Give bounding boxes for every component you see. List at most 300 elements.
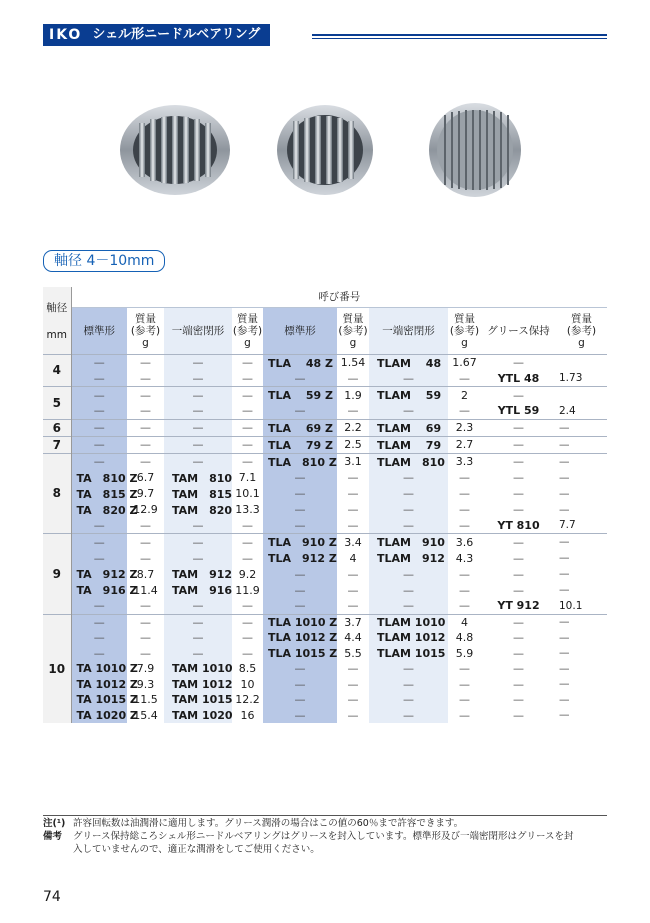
- table-cell: TLAM 912: [369, 550, 448, 566]
- table-cell: 3.4: [337, 534, 369, 551]
- table-cell: —: [347, 371, 359, 385]
- note-text: 許容回転数は油潤滑に適用します。グリース潤滑の場合はこの値の60％まで許容できます。: [73, 818, 464, 829]
- bearing-closed-end-image: [277, 105, 373, 195]
- table-cell: —: [459, 583, 470, 597]
- mass-ref: (参考): [232, 324, 263, 337]
- table-row: [43, 598, 607, 614]
- table-cell: TAM 815: [164, 486, 232, 502]
- table-cell: —: [556, 453, 607, 470]
- table-cell: 11.4: [133, 583, 158, 597]
- table-cell: 8.5: [238, 662, 257, 676]
- table-cell: —: [127, 419, 164, 436]
- table-cell: —: [559, 487, 570, 500]
- table-cell: —: [369, 661, 448, 677]
- table-cell: —: [459, 662, 470, 676]
- table-cell: TAM 1012: [164, 677, 232, 693]
- mass-ref: (参考): [566, 324, 597, 337]
- table-row: [43, 677, 607, 693]
- table-cell: YT 810: [497, 518, 540, 532]
- table-cell: —: [263, 518, 337, 534]
- col-grease: グリース保持: [487, 324, 550, 337]
- table-cell: —: [459, 471, 470, 484]
- table-cell: —: [232, 534, 263, 551]
- table-cell: —: [263, 677, 337, 693]
- table-cell: —: [140, 518, 151, 532]
- note-line: [43, 817, 613, 830]
- table-row: [43, 550, 607, 566]
- table-cell: —: [559, 631, 570, 644]
- table-cell: [556, 354, 607, 371]
- table-cell: TLA 910 Z: [263, 534, 337, 551]
- table-cell: —: [347, 518, 359, 532]
- table-cell: —: [559, 568, 570, 580]
- table-cell: —: [164, 518, 232, 534]
- table-cell: TLAM 810: [369, 453, 448, 470]
- table-cell: TA 916 Z: [71, 582, 127, 598]
- table-cell: 2.5: [337, 436, 369, 453]
- col-mass-1: [127, 307, 164, 354]
- table-cell: 3.3: [448, 453, 481, 470]
- table-cell: —: [164, 598, 232, 614]
- header-rule: [312, 34, 607, 36]
- header-rule-thin: [312, 38, 607, 39]
- table-cell: —: [164, 646, 232, 662]
- table-cell: —: [347, 599, 359, 613]
- table-cell: —: [164, 354, 232, 371]
- table-cell: TLA 59 Z: [263, 387, 337, 404]
- notes: [43, 817, 613, 856]
- shaft-diameter-label: 軸径 4－10mm: [43, 250, 165, 272]
- table-cell: —: [164, 387, 232, 404]
- shaft-diameter-cell: 5: [43, 387, 71, 420]
- table-cell: —: [559, 503, 570, 516]
- table-cell: —: [71, 630, 127, 646]
- table-cell: TA 1012 Z: [71, 677, 127, 693]
- table-cell: TAM 1010: [164, 661, 232, 677]
- table-cell: TLA 69 Z: [263, 419, 337, 436]
- table-cell: TAM 912: [164, 566, 232, 582]
- table-cell: —: [369, 582, 448, 598]
- table-cell: —: [369, 692, 448, 708]
- table-cell: 4.4: [344, 631, 362, 645]
- table-cell: —: [71, 518, 127, 534]
- table-cell: —: [347, 693, 359, 707]
- table-cell: 1.67: [448, 354, 481, 371]
- table-row: [43, 419, 607, 436]
- table-row: [43, 630, 607, 646]
- table-cell: TLAM 59: [369, 387, 448, 404]
- table-cell: —: [513, 693, 524, 707]
- table-cell: —: [140, 599, 151, 613]
- table-cell: TLAM 1015: [369, 646, 448, 662]
- table-cell: TLA 1015 Z: [263, 646, 337, 662]
- table-cell: —: [127, 534, 164, 551]
- table-cell: —: [164, 534, 232, 551]
- table-cell: TA 912 Z: [71, 566, 127, 582]
- note-key: 注(¹): [43, 818, 66, 829]
- table-cell: 3.7: [337, 614, 369, 630]
- table-cell: —: [164, 614, 232, 630]
- table-cell: —: [263, 661, 337, 677]
- mass-unit: g: [578, 336, 585, 349]
- table-cell: —: [263, 371, 337, 387]
- table-cell: 7.1: [238, 471, 257, 484]
- table-row: [43, 486, 607, 502]
- table-cell: —: [481, 453, 556, 470]
- table-cell: TA 1015 Z: [71, 692, 127, 708]
- table-cell: 2.3: [448, 419, 481, 436]
- table-cell: 1.9: [337, 387, 369, 404]
- table-cell: TAM 1020: [164, 708, 232, 724]
- table-cell: —: [263, 502, 337, 518]
- table-cell: 9.7: [136, 487, 155, 500]
- table-cell: YTL 59: [497, 404, 540, 418]
- table-cell: —: [481, 534, 556, 551]
- table-cell: —: [459, 503, 470, 516]
- table-row: [43, 518, 607, 534]
- table-cell: —: [347, 471, 359, 484]
- table-cell: —: [347, 677, 359, 691]
- table-cell: —: [71, 646, 127, 662]
- table-cell: —: [263, 708, 337, 724]
- table-cell: —: [263, 598, 337, 614]
- mass-label: 質量: [135, 312, 156, 325]
- table-cell: —: [127, 453, 164, 470]
- mass-unit: g: [244, 336, 251, 349]
- table-cell: TLA 48 Z: [263, 354, 337, 371]
- table-cell: —: [127, 387, 164, 404]
- remark-text-1: グリース保持総ころシェル形ニードルベアリングはグリースを封入しています。標準形及び一端密閉形はグリースを封: [73, 831, 574, 842]
- table-cell: —: [347, 708, 359, 722]
- table-cell: —: [559, 678, 570, 691]
- table-cell: 9.2: [238, 567, 257, 581]
- table-cell: TAM 916: [164, 582, 232, 598]
- table-cell: 11.5: [133, 693, 158, 707]
- table-cell: TLAM 79: [369, 436, 448, 453]
- mass-label: 質量: [342, 312, 364, 325]
- table-cell: —: [263, 403, 337, 419]
- bearing-photos: [0, 95, 650, 205]
- table-cell: —: [513, 567, 524, 581]
- table-row: [43, 534, 607, 551]
- table-cell: 6.7: [136, 471, 155, 484]
- table-cell: 5.5: [344, 646, 362, 660]
- table-row: [43, 708, 607, 724]
- table-cell: —: [369, 470, 448, 486]
- table-cell: —: [71, 550, 127, 566]
- table-cell: 13.3: [235, 503, 260, 516]
- table-cell: 3.1: [337, 453, 369, 470]
- table-cell: —: [481, 387, 556, 404]
- table-cell: —: [140, 404, 151, 418]
- table-cell: 4.3: [455, 551, 474, 565]
- table-cell: —: [71, 371, 127, 387]
- table-cell: —: [513, 471, 524, 484]
- table-cell: —: [242, 551, 253, 565]
- table-cell: —: [263, 692, 337, 708]
- shaft-diameter-cell: 4: [43, 354, 71, 387]
- table-cell: TLAM 48: [369, 354, 448, 371]
- table-cell: TA 1010 Z: [71, 661, 127, 677]
- table-cell: TA 1020 Z: [71, 708, 127, 724]
- table-cell: 1.54: [337, 354, 369, 371]
- table-cell: 10.1: [235, 487, 260, 500]
- table-row: [43, 614, 607, 630]
- table-cell: TAM 810: [164, 470, 232, 486]
- mass-label: 質量: [571, 312, 592, 325]
- table-cell: YT 912: [497, 599, 540, 613]
- table-row: [43, 646, 607, 662]
- table-cell: TA 815 Z: [71, 486, 127, 502]
- mass-unit: g: [142, 336, 149, 349]
- table-cell: —: [140, 371, 151, 385]
- remark-line-2: 入していませんので、適正な潤滑をしてご使用ください。: [73, 844, 320, 855]
- table-cell: —: [164, 403, 232, 419]
- table-cell: —: [459, 404, 470, 418]
- page-number: 74: [43, 889, 61, 905]
- page-header: [43, 23, 270, 47]
- table-cell: —: [242, 518, 253, 532]
- table-cell: —: [513, 646, 524, 660]
- col-mass-2: [232, 307, 263, 354]
- table-row: [43, 453, 607, 470]
- table-cell: —: [369, 486, 448, 502]
- table-cell: 2: [448, 387, 481, 404]
- table-cell: —: [556, 436, 607, 453]
- table-cell: —: [164, 371, 232, 387]
- mass-ref: (参考): [338, 324, 368, 337]
- table-cell: 15.4: [133, 708, 158, 722]
- table-cell: —: [559, 552, 570, 564]
- table-row: [43, 470, 607, 486]
- table-cell: —: [242, 631, 253, 645]
- table-cell: 11.9: [235, 583, 260, 597]
- table-cell: —: [481, 354, 556, 371]
- table-cell: TA 810 Z: [71, 470, 127, 486]
- table-row: [43, 387, 607, 404]
- table-cell: —: [164, 436, 232, 453]
- table-cell: —: [232, 436, 263, 453]
- shaft-diameter-cell: 6: [43, 419, 71, 436]
- nominal-number-header: 呼び番号: [318, 291, 361, 304]
- table-cell: —: [369, 518, 448, 534]
- table-cell: —: [559, 471, 570, 484]
- table-cell: TLAM 1010: [369, 614, 448, 630]
- table-cell: TLA 912 Z: [263, 550, 337, 566]
- table-cell: —: [347, 503, 359, 516]
- mass-ref: (参考): [449, 324, 480, 337]
- table-cell: —: [369, 502, 448, 518]
- table-cell: TLA 810 Z: [263, 453, 337, 470]
- remark-line: [43, 830, 613, 843]
- shaft-diameter-cell: 9: [43, 534, 71, 615]
- table-cell: —: [513, 662, 524, 676]
- table-cell: —: [71, 419, 127, 436]
- table-cell: —: [347, 404, 359, 418]
- table-cell: —: [242, 371, 253, 385]
- table-cell: —: [459, 599, 470, 613]
- shaft-diameter-cell: 8: [43, 453, 71, 534]
- table-cell: —: [242, 404, 253, 418]
- table-cell: —: [140, 551, 151, 565]
- table-row: [43, 582, 607, 598]
- table-cell: —: [347, 662, 359, 676]
- table-cell: —: [242, 646, 253, 660]
- table-cell: —: [127, 436, 164, 453]
- bearing-table: [43, 287, 607, 723]
- table-cell: 16: [240, 708, 255, 722]
- table-cell: —: [140, 631, 151, 645]
- table-cell: —: [559, 584, 570, 596]
- table-cell: —: [513, 631, 524, 645]
- table-cell: —: [369, 403, 448, 419]
- table-cell: —: [140, 646, 151, 660]
- table-cell: —: [242, 599, 253, 613]
- table-cell: —: [556, 534, 607, 551]
- table-row: [43, 661, 607, 677]
- table-cell: —: [369, 566, 448, 582]
- table-cell: —: [232, 419, 263, 436]
- table-cell: 7.7: [559, 519, 576, 532]
- table-bottom-rule: [43, 815, 607, 816]
- table-cell: 1.73: [559, 372, 583, 385]
- table-cell: —: [513, 708, 524, 722]
- table-cell: —: [369, 598, 448, 614]
- bearing-open-end-image: [120, 105, 230, 195]
- table-cell: —: [232, 614, 263, 630]
- table-cell: 7.9: [136, 662, 155, 676]
- table-cell: —: [127, 354, 164, 371]
- bearing-grease-image: [429, 103, 521, 197]
- table-cell: —: [513, 677, 524, 691]
- table-cell: YTL 48: [497, 371, 540, 385]
- table-cell: —: [559, 662, 570, 675]
- table-cell: —: [459, 487, 470, 500]
- table-cell: 12.2: [235, 693, 260, 707]
- table-cell: —: [263, 486, 337, 502]
- table-row: [43, 502, 607, 518]
- table-cell: 8.7: [136, 567, 155, 581]
- table-cell: 4.8: [455, 631, 474, 645]
- table-cell: —: [263, 566, 337, 582]
- table-cell: —: [71, 453, 127, 470]
- table-cell: TLA 1012 Z: [263, 630, 337, 646]
- table-row: [43, 436, 607, 453]
- table-cell: —: [347, 487, 359, 500]
- table-cell: —: [559, 647, 570, 660]
- table-cell: 2.7: [448, 436, 481, 453]
- shaft-diameter-cell: 10: [43, 614, 71, 723]
- table-cell: —: [369, 708, 448, 724]
- table-cell: —: [232, 453, 263, 470]
- table-cell: —: [513, 583, 524, 597]
- table-cell: 10: [240, 677, 255, 691]
- mass-ref: (参考): [130, 324, 161, 337]
- table-cell: —: [459, 693, 470, 707]
- mass-label: 質量: [237, 312, 258, 325]
- remark-key: 備考: [43, 831, 63, 842]
- table-cell: 4: [448, 614, 481, 630]
- table-cell: —: [71, 436, 127, 453]
- table-cell: —: [513, 487, 524, 500]
- table-cell: —: [459, 518, 470, 532]
- table-cell: —: [459, 708, 470, 722]
- table-cell: —: [164, 630, 232, 646]
- brand-logo: IKO: [43, 24, 88, 46]
- table-row: [43, 354, 607, 371]
- col-mass-3: [337, 307, 369, 354]
- shaft-header-label: 軸径: [46, 301, 68, 314]
- bearing-table-body: [43, 354, 607, 723]
- table-cell: TA 820 Z: [71, 502, 127, 518]
- table-cell: TLA 1010 Z: [263, 614, 337, 630]
- col-closed-2: 一端密閉形: [369, 307, 448, 354]
- table-cell: 10.1: [559, 599, 583, 612]
- table-cell: —: [513, 503, 524, 516]
- table-cell: —: [71, 403, 127, 419]
- mass-label: 質量: [454, 312, 475, 325]
- table-cell: —: [263, 470, 337, 486]
- table-cell: TAM 820: [164, 502, 232, 518]
- table-cell: —: [556, 419, 607, 436]
- table-cell: —: [164, 419, 232, 436]
- shaft-header: [43, 287, 71, 354]
- table-cell: —: [369, 371, 448, 387]
- col-mass-4: [448, 307, 481, 354]
- table-row: [43, 566, 607, 582]
- col-standard: 標準形: [71, 307, 127, 354]
- table-row: [43, 692, 607, 708]
- table-row: [43, 403, 607, 419]
- table-cell: TLA 79 Z: [263, 436, 337, 453]
- table-cell: TLAM 69: [369, 419, 448, 436]
- table-cell: TLAM 1012: [369, 630, 448, 646]
- table-cell: —: [369, 677, 448, 693]
- table-cell: —: [459, 567, 470, 581]
- table-cell: —: [164, 453, 232, 470]
- table-cell: TAM 1015: [164, 692, 232, 708]
- col-mass-5: [556, 307, 607, 354]
- table-cell: —: [513, 551, 524, 565]
- table-cell: —: [71, 534, 127, 551]
- table-cell: —: [481, 419, 556, 436]
- table-cell: 5.9: [455, 646, 474, 660]
- table-cell: —: [347, 583, 359, 597]
- table-cell: —: [71, 598, 127, 614]
- table-cell: —: [481, 614, 556, 630]
- table-cell: —: [459, 371, 470, 385]
- table-cell: 9.3: [136, 677, 155, 691]
- table-cell: —: [347, 567, 359, 581]
- mass-unit: g: [349, 336, 357, 349]
- table-cell: —: [263, 582, 337, 598]
- table-cell: —: [459, 677, 470, 691]
- table-cell: —: [481, 436, 556, 453]
- table-cell: —: [559, 693, 570, 706]
- shaft-diameter-cell: 7: [43, 436, 71, 453]
- col-standard-2: 標準形: [263, 307, 337, 354]
- table-cell: 2.4: [559, 404, 576, 417]
- mass-unit: g: [461, 336, 468, 349]
- col-closed: 一端密閉形: [164, 307, 232, 354]
- table-cell: —: [556, 614, 607, 630]
- table-cell: —: [232, 354, 263, 371]
- page-title: シェル形ニードルベアリング: [88, 24, 270, 46]
- table-cell: 2.2: [337, 419, 369, 436]
- table-cell: —: [232, 387, 263, 404]
- table-cell: 4: [349, 551, 357, 565]
- table-cell: 12.9: [133, 503, 158, 516]
